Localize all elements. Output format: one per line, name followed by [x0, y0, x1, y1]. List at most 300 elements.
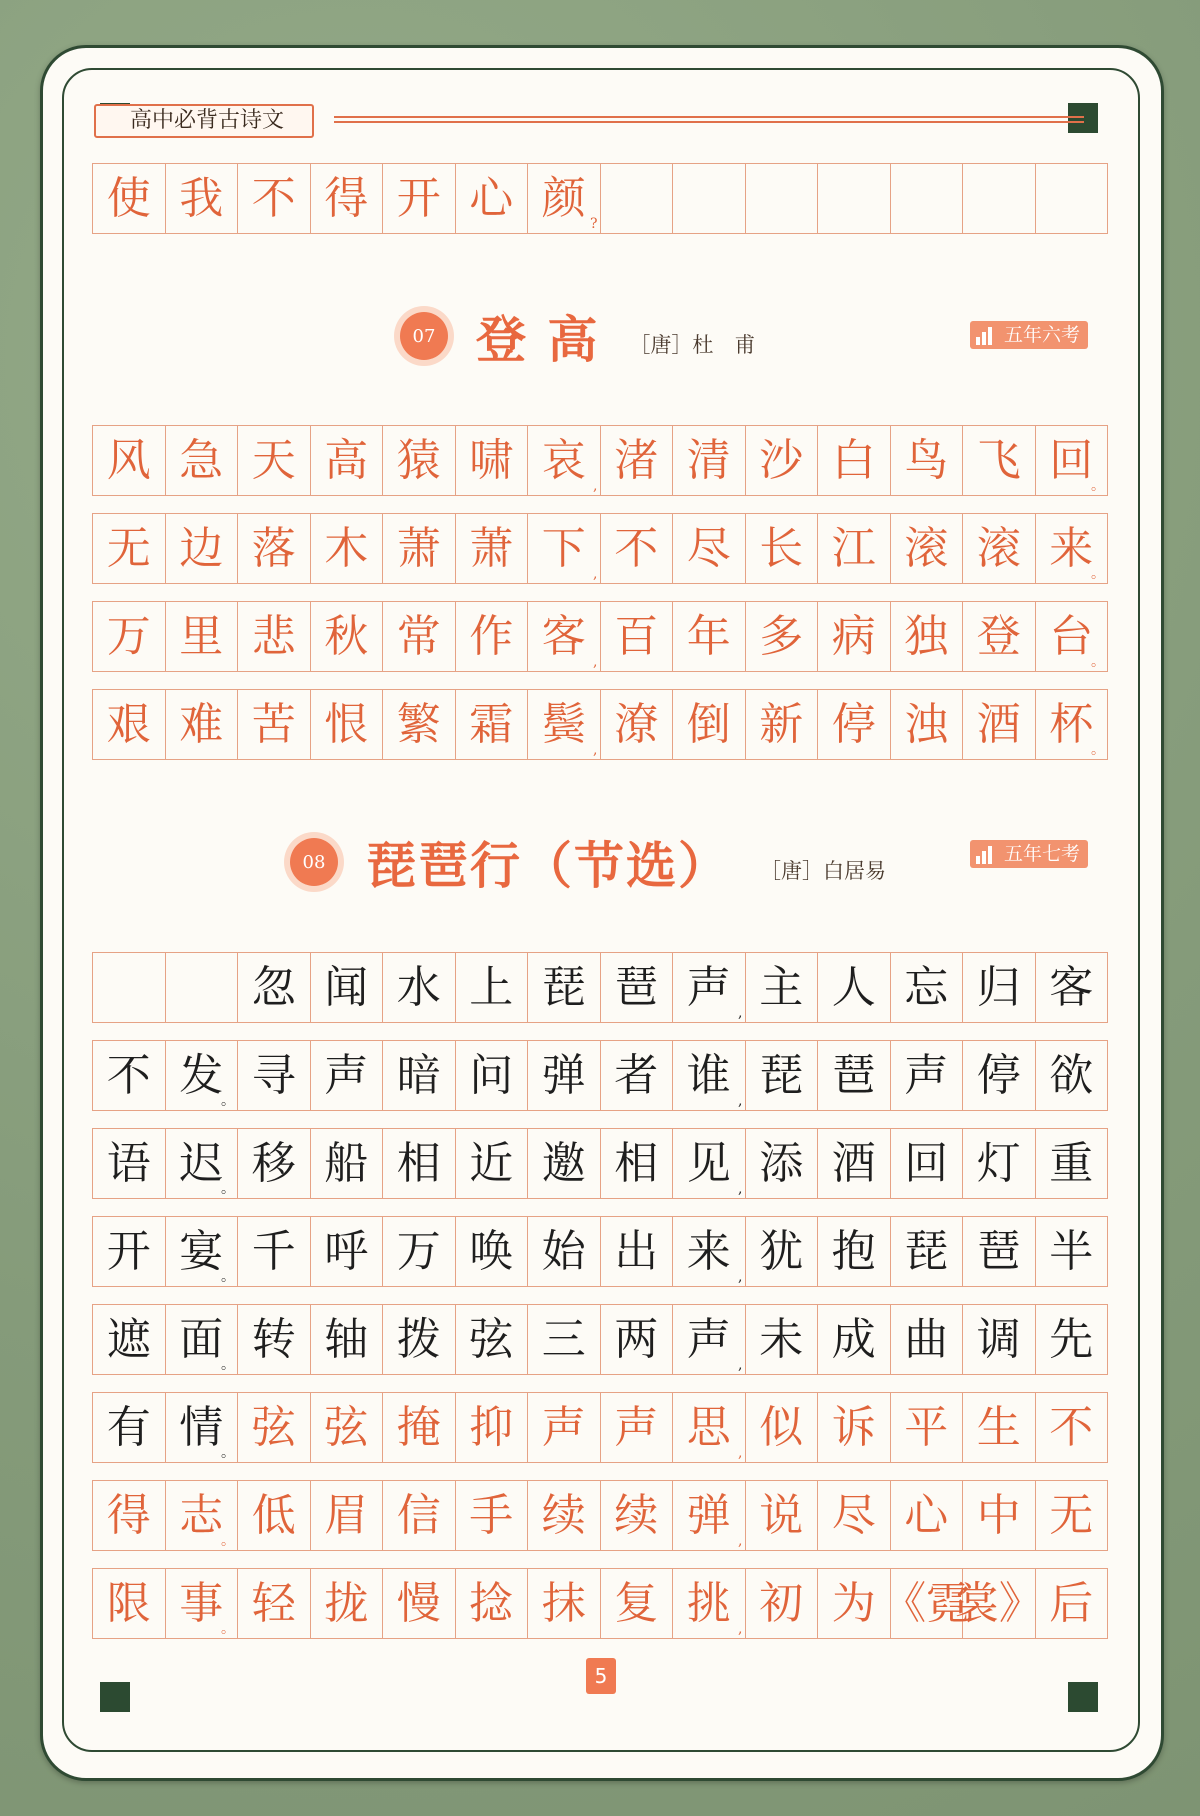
character: 无 — [106, 522, 151, 574]
grid-cell — [963, 1041, 1036, 1111]
character: 犹 — [759, 1225, 804, 1277]
punctuation: , — [593, 742, 598, 758]
grid-cell — [673, 1569, 746, 1639]
grid-cell — [311, 1481, 384, 1551]
poem-author: ［唐］白居易 — [760, 859, 886, 883]
grid-cell — [882, 1569, 971, 1639]
character: 问 — [469, 1049, 514, 1101]
character: 调 — [976, 1313, 1021, 1365]
grid-cell — [311, 1569, 384, 1639]
grid-cell — [601, 514, 674, 584]
character: 琵 — [541, 961, 586, 1013]
punctuation: , — [593, 478, 598, 494]
grid-cell — [891, 953, 964, 1023]
grid-cell — [93, 602, 166, 672]
character: 忘 — [904, 961, 949, 1013]
grid-cell — [93, 426, 166, 496]
grid-cell — [601, 1129, 674, 1199]
grid-cell — [238, 1041, 311, 1111]
character: 客 — [1049, 961, 1094, 1013]
grid-cell — [166, 426, 239, 496]
character: 掩 — [396, 1401, 441, 1453]
grid-cell — [673, 1217, 746, 1287]
grid-cell — [601, 602, 674, 672]
poem-heading — [400, 300, 755, 372]
character: 千 — [251, 1225, 296, 1277]
grid-cell — [456, 690, 529, 760]
character: 杯 — [1049, 698, 1094, 750]
character: 回 — [904, 1137, 949, 1189]
character: 潦 — [614, 698, 659, 750]
grid-cell — [383, 602, 456, 672]
character: 落 — [251, 522, 296, 574]
grid-cell — [891, 426, 964, 496]
character: 《霓 — [882, 1577, 971, 1629]
character: 事 — [179, 1577, 224, 1629]
grid-cell — [891, 1481, 964, 1551]
character: 主 — [759, 961, 804, 1013]
grid-cell — [383, 1305, 456, 1375]
character: 不 — [614, 522, 659, 574]
grid-cell — [166, 1305, 239, 1375]
character: 猿 — [396, 434, 441, 486]
grid-cell — [963, 602, 1036, 672]
character: 中 — [976, 1489, 1021, 1541]
punctuation: , — [738, 1093, 743, 1109]
punctuation: , — [738, 1005, 743, 1021]
grid-cell — [166, 690, 239, 760]
character: 白 — [831, 434, 876, 486]
character: 使 — [106, 172, 151, 224]
grid-row — [92, 1304, 1108, 1375]
character: 添 — [759, 1137, 804, 1189]
character: 生 — [976, 1401, 1021, 1453]
grid-cell — [673, 1393, 746, 1463]
character: 手 — [469, 1489, 514, 1541]
grid-cell — [1036, 514, 1109, 584]
character: 抹 — [541, 1577, 586, 1629]
bar-chart-icon — [976, 844, 998, 864]
character: 转 — [251, 1313, 296, 1365]
character: 酒 — [831, 1137, 876, 1189]
character: 轴 — [324, 1313, 369, 1365]
grid-cell — [1036, 1569, 1109, 1639]
punctuation: 。 — [221, 1621, 235, 1637]
grid-cell — [238, 1569, 311, 1639]
character: 停 — [831, 698, 876, 750]
character: 我 — [179, 172, 224, 224]
punctuation: 。 — [221, 1093, 235, 1109]
character: 始 — [541, 1225, 586, 1277]
character: 宴 — [179, 1225, 224, 1277]
character: 无 — [1049, 1489, 1094, 1541]
character: 天 — [251, 434, 296, 486]
grid-cell — [528, 953, 601, 1023]
grid-cell — [311, 1305, 384, 1375]
grid-cell — [528, 426, 601, 496]
grid-cell — [891, 1129, 964, 1199]
character: 恨 — [324, 698, 369, 750]
grid-cell — [963, 953, 1036, 1023]
character: 邀 — [541, 1137, 586, 1189]
grid-cell — [528, 1041, 601, 1111]
grid-cell — [601, 953, 674, 1023]
character: 江 — [831, 522, 876, 574]
grid-cell — [601, 1217, 674, 1287]
grid-cell — [311, 1129, 384, 1199]
grid-cell — [528, 690, 601, 760]
grid-cell — [383, 953, 456, 1023]
grid-cell — [601, 1393, 674, 1463]
grid-cell — [166, 1393, 239, 1463]
grid-cell — [601, 1569, 674, 1639]
character: 上 — [469, 961, 514, 1013]
character: 续 — [614, 1489, 659, 1541]
character: 重 — [1049, 1137, 1094, 1189]
grid-cell — [238, 1393, 311, 1463]
grid-cell — [93, 1305, 166, 1375]
character: 裳》 — [954, 1577, 1043, 1629]
grid-row — [92, 1480, 1108, 1551]
character: 发 — [179, 1049, 224, 1101]
character: 志 — [179, 1489, 224, 1541]
character: 欲 — [1049, 1049, 1094, 1101]
grid-cell — [238, 953, 311, 1023]
character: 作 — [469, 610, 514, 662]
character: 弹 — [686, 1489, 731, 1541]
character: 抱 — [831, 1225, 876, 1277]
character: 成 — [831, 1313, 876, 1365]
character: 相 — [396, 1137, 441, 1189]
grid-cell — [601, 164, 674, 234]
grid-cell — [166, 602, 239, 672]
grid-cell — [166, 1481, 239, 1551]
grid-row — [92, 952, 1108, 1023]
grid-cell — [818, 1569, 891, 1639]
character: 复 — [614, 1577, 659, 1629]
character: 倒 — [686, 698, 731, 750]
character: 来 — [1049, 522, 1094, 574]
grid-cell — [746, 1217, 819, 1287]
grid-cell — [963, 1481, 1036, 1551]
character: 平 — [904, 1401, 949, 1453]
grid-cell — [238, 690, 311, 760]
character: 声 — [904, 1049, 949, 1101]
grid-cell — [1036, 164, 1109, 234]
grid-cell — [238, 426, 311, 496]
grid-cell — [311, 953, 384, 1023]
character: 不 — [251, 172, 296, 224]
grid-cell — [746, 690, 819, 760]
character: 捻 — [469, 1577, 514, 1629]
punctuation: 。 — [1091, 478, 1105, 494]
grid-cell — [963, 1305, 1036, 1375]
grid-cell — [746, 514, 819, 584]
grid-cell — [891, 1305, 964, 1375]
character: 尽 — [831, 1489, 876, 1541]
grid-cell — [93, 1481, 166, 1551]
grid-cell — [311, 426, 384, 496]
grid-cell — [891, 1393, 964, 1463]
grid-cell — [311, 164, 384, 234]
grid-cell — [746, 426, 819, 496]
grid-cell — [601, 690, 674, 760]
grid-cell — [746, 164, 819, 234]
grid-cell — [238, 164, 311, 234]
character: 拢 — [324, 1577, 369, 1629]
character: 常 — [396, 610, 441, 662]
grid-cell — [954, 1569, 1043, 1639]
grid-row — [92, 425, 1108, 496]
grid-cell — [238, 1305, 311, 1375]
grid-cell — [311, 1041, 384, 1111]
character: 先 — [1049, 1313, 1094, 1365]
punctuation: , — [738, 1357, 743, 1373]
grid-cell — [673, 690, 746, 760]
grid-cell — [673, 953, 746, 1023]
character: 弦 — [251, 1401, 296, 1453]
character: 唤 — [469, 1225, 514, 1277]
character: 滚 — [976, 522, 1021, 574]
grid-cell — [1036, 1305, 1109, 1375]
grid-cell — [746, 953, 819, 1023]
grid-cell — [238, 1129, 311, 1199]
character: 轻 — [251, 1577, 296, 1629]
grid-cell — [1036, 1393, 1109, 1463]
punctuation: 。 — [221, 1269, 235, 1285]
character: 归 — [976, 961, 1021, 1013]
character: 尽 — [686, 522, 731, 574]
poem-author: ［唐］杜 甫 — [629, 333, 756, 357]
grid-cell — [673, 514, 746, 584]
grid-cell — [1036, 602, 1109, 672]
punctuation: , — [738, 1269, 743, 1285]
punctuation: , — [738, 1621, 743, 1637]
character: 声 — [324, 1049, 369, 1101]
punctuation: 。 — [221, 1181, 235, 1197]
character: 见 — [686, 1137, 731, 1189]
grid-cell — [166, 164, 239, 234]
character: 有 — [106, 1401, 151, 1453]
grid-row — [92, 1128, 1108, 1199]
character: 闻 — [324, 961, 369, 1013]
exam-frequency-badge — [970, 321, 1088, 349]
exam-frequency-badge — [970, 840, 1088, 868]
grid-cell — [311, 1217, 384, 1287]
grid-cell — [746, 1569, 819, 1639]
grid-cell — [311, 514, 384, 584]
character: 鬓 — [541, 698, 586, 750]
running-header — [94, 104, 1104, 134]
bar-chart-icon — [976, 325, 998, 345]
grid-cell — [818, 1305, 891, 1375]
grid-cell — [166, 953, 239, 1023]
corner-ornament — [100, 1682, 130, 1712]
grid-cell — [963, 1129, 1036, 1199]
character: 限 — [106, 1577, 151, 1629]
character: 挑 — [686, 1577, 731, 1629]
grid-cell — [383, 690, 456, 760]
grid-cell — [456, 1305, 529, 1375]
character: 心 — [469, 172, 514, 224]
character: 登 — [976, 610, 1021, 662]
poem-heading — [290, 826, 886, 898]
grid-cell — [818, 602, 891, 672]
header-title: 高中必背古诗文 — [94, 104, 314, 138]
grid-cell — [456, 1041, 529, 1111]
grid-cell — [166, 1217, 239, 1287]
character: 弹 — [541, 1049, 586, 1101]
character: 半 — [1049, 1225, 1094, 1277]
character: 年 — [686, 610, 731, 662]
grid-cell — [818, 1129, 891, 1199]
grid-cell — [673, 602, 746, 672]
grid-cell — [1036, 953, 1109, 1023]
character: 霜 — [469, 698, 514, 750]
grid-cell — [456, 602, 529, 672]
character: 出 — [614, 1225, 659, 1277]
grid-row — [92, 601, 1108, 672]
character: 病 — [831, 610, 876, 662]
grid-cell — [383, 1481, 456, 1551]
grid-cell — [383, 426, 456, 496]
grid-cell — [818, 1481, 891, 1551]
punctuation: , — [738, 1533, 743, 1549]
grid-cell — [383, 1569, 456, 1639]
punctuation: , — [593, 566, 598, 582]
character: 悲 — [251, 610, 296, 662]
grid-row — [92, 1392, 1108, 1463]
character: 弦 — [324, 1401, 369, 1453]
character: 似 — [759, 1401, 804, 1453]
grid-cell — [311, 602, 384, 672]
grid-cell — [601, 1305, 674, 1375]
character: 初 — [759, 1577, 804, 1629]
exam-frequency-label: 五年七考 — [1004, 843, 1081, 865]
grid-cell — [166, 1569, 239, 1639]
character: 新 — [759, 698, 804, 750]
grid-cell — [383, 514, 456, 584]
character: 萧 — [396, 522, 441, 574]
grid-cell — [818, 690, 891, 760]
grid-cell — [818, 953, 891, 1023]
grid-cell — [166, 1041, 239, 1111]
grid-cell — [93, 1041, 166, 1111]
character: 清 — [686, 434, 731, 486]
grid-cell — [891, 690, 964, 760]
grid-cell — [963, 514, 1036, 584]
character: 多 — [759, 610, 804, 662]
grid-cell — [1036, 1041, 1109, 1111]
grid-cell — [456, 164, 529, 234]
page-number: 5 — [586, 1658, 616, 1694]
grid-cell — [746, 1305, 819, 1375]
character: 飞 — [976, 434, 1021, 486]
character: 风 — [106, 434, 151, 486]
punctuation: , — [593, 654, 598, 670]
character: 忽 — [251, 961, 296, 1013]
grid-cell — [93, 1217, 166, 1287]
grid-cell — [818, 1041, 891, 1111]
grid-cell — [93, 953, 166, 1023]
grid-cell — [528, 514, 601, 584]
character: 不 — [106, 1049, 151, 1101]
character: 琶 — [831, 1049, 876, 1101]
grid-cell — [456, 1569, 529, 1639]
grid-cell — [456, 426, 529, 496]
punctuation: 。 — [1091, 566, 1105, 582]
grid-cell — [93, 1393, 166, 1463]
character: 拨 — [396, 1313, 441, 1365]
character: 酒 — [976, 698, 1021, 750]
character: 续 — [541, 1489, 586, 1541]
character: 里 — [179, 610, 224, 662]
grid-cell — [673, 1129, 746, 1199]
corner-ornament — [1068, 1682, 1098, 1712]
grid-row — [92, 1040, 1108, 1111]
grid-cell — [456, 1129, 529, 1199]
character: 边 — [179, 522, 224, 574]
character: 萧 — [469, 522, 514, 574]
grid-cell — [673, 426, 746, 496]
grid-cell — [238, 514, 311, 584]
character: 台 — [1049, 610, 1094, 662]
grid-cell — [93, 690, 166, 760]
grid-row — [92, 513, 1108, 584]
character: 未 — [759, 1313, 804, 1365]
grid-cell — [383, 1129, 456, 1199]
character: 语 — [106, 1137, 151, 1189]
character: 说 — [759, 1489, 804, 1541]
character: 眉 — [324, 1489, 369, 1541]
grid-cell — [963, 690, 1036, 760]
grid-cell — [456, 1217, 529, 1287]
grid-cell — [528, 1305, 601, 1375]
grid-cell — [601, 1041, 674, 1111]
character: 船 — [324, 1137, 369, 1189]
character: 思 — [686, 1401, 731, 1453]
character: 慢 — [396, 1577, 441, 1629]
character: 鸟 — [904, 434, 949, 486]
character: 渚 — [614, 434, 659, 486]
character: 三 — [541, 1313, 586, 1365]
character: 暗 — [396, 1049, 441, 1101]
grid-cell — [673, 1481, 746, 1551]
character: 心 — [904, 1489, 949, 1541]
grid-cell — [891, 514, 964, 584]
character: 琶 — [614, 961, 659, 1013]
grid-cell — [1036, 1129, 1109, 1199]
character: 秋 — [324, 610, 369, 662]
grid-cell — [456, 953, 529, 1023]
grid-cell — [891, 164, 964, 234]
grid-cell — [673, 164, 746, 234]
grid-cell — [456, 1481, 529, 1551]
grid-row — [92, 1568, 1108, 1639]
character: 抑 — [469, 1401, 514, 1453]
grid-cell — [891, 1041, 964, 1111]
grid-cell — [673, 1041, 746, 1111]
character: 百 — [614, 610, 659, 662]
character: 呼 — [324, 1225, 369, 1277]
poem-title: 琵琶行（节选） — [366, 837, 730, 895]
character: 万 — [396, 1225, 441, 1277]
character: 移 — [251, 1137, 296, 1189]
grid-cell — [166, 514, 239, 584]
grid-cell — [528, 1129, 601, 1199]
punctuation: , — [738, 1181, 743, 1197]
grid-cell — [383, 1393, 456, 1463]
